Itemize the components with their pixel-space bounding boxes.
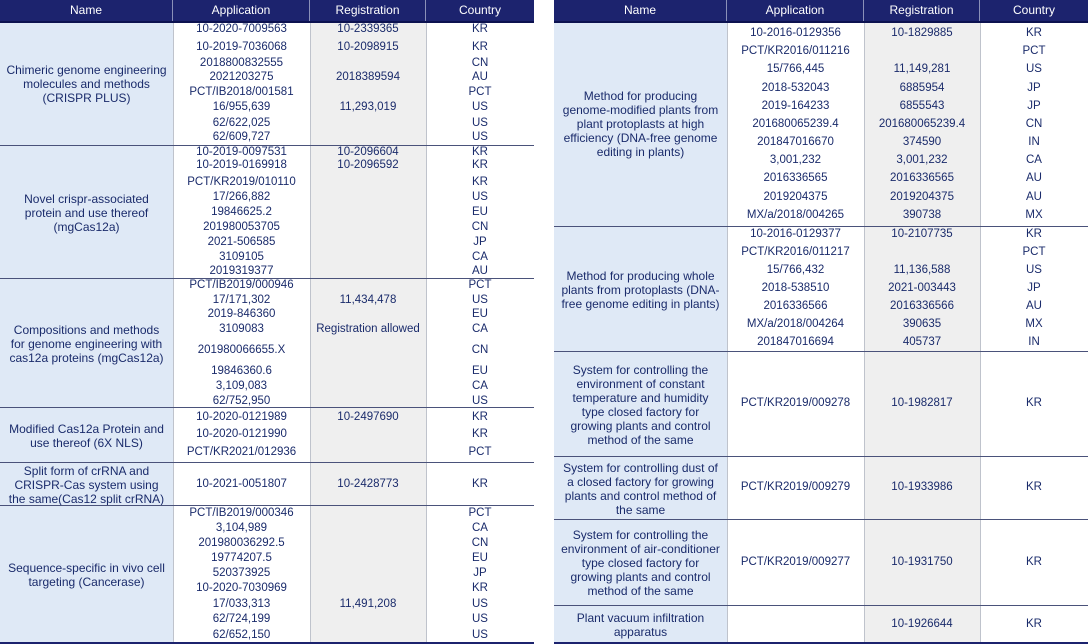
application-number: 201680065239.4 — [752, 117, 839, 130]
country-code: PCT — [468, 445, 492, 458]
country-code: KR — [472, 175, 488, 188]
country-code: JP — [1027, 281, 1041, 294]
right-patent-table — [554, 0, 1088, 644]
application-number: MX/a/2018/004265 — [746, 208, 845, 221]
application-number: 2019-164233 — [761, 99, 830, 112]
country-code: CN — [471, 343, 489, 356]
application-number: 10-2019-0169918 — [196, 158, 287, 171]
country-code: US — [472, 130, 488, 143]
application-number: 62/652,150 — [212, 628, 271, 641]
country-code: AU — [472, 70, 488, 83]
patent-group — [0, 279, 534, 408]
registration-number: 2016336565 — [890, 171, 954, 184]
registration-number: 10-2497690 — [337, 410, 399, 423]
header-application: Application — [727, 0, 864, 21]
registration-number: 11,136,588 — [893, 263, 951, 276]
country-code: PCT — [1022, 44, 1046, 57]
country-code: JP — [1027, 99, 1041, 112]
country-code: AU — [1026, 299, 1042, 312]
country-code: PCT — [468, 278, 492, 291]
application-number: 201847016694 — [757, 335, 834, 348]
patent-title: System for controlling the environment of constant temperature and humidity type closed factory for growing plants and control method of the same — [570, 362, 711, 447]
registration-number: 10-2107735 — [891, 227, 953, 240]
country-code: JP — [1027, 81, 1041, 94]
application-number: 19774207.5 — [211, 551, 272, 564]
application-number: 19846360.6 — [211, 364, 272, 377]
country-code: KR — [1026, 26, 1042, 39]
table-header — [554, 0, 1088, 23]
country-code: PCT — [468, 506, 492, 519]
patent-group — [554, 457, 1088, 520]
application-number: 2021203275 — [209, 70, 274, 83]
application-number: MX/a/2018/004264 — [746, 317, 845, 330]
application-number: 10-2021-0051807 — [196, 477, 287, 490]
application-number: 201847016670 — [757, 135, 834, 148]
country-code: JP — [473, 235, 487, 248]
application-number: 2019204375 — [763, 190, 828, 203]
application-number: 3,109,083 — [215, 379, 268, 392]
country-code: PCT — [1022, 245, 1046, 258]
patent-group — [0, 146, 534, 279]
left-patent-table — [0, 0, 534, 644]
application-number: 3,001,232 — [769, 153, 822, 166]
country-code: KR — [472, 22, 488, 35]
patent-title: Plant vacuum infiltration apparatus — [576, 611, 705, 639]
application-number: PCT/IB2019/000946 — [189, 278, 294, 291]
country-code: EU — [472, 551, 488, 564]
application-number: 2021-506585 — [207, 235, 276, 248]
patent-title: Compositions and methods for genome engineering with cas12a proteins (mgCas12a) — [9, 322, 164, 365]
application-number: 10-2020-0121989 — [196, 410, 287, 423]
patent-title: Method for producing whole plants from protoplasts (DNA-free genome editing in plants) — [561, 268, 720, 311]
header-country: Country — [458, 3, 502, 17]
country-code: IN — [1028, 335, 1040, 348]
application-number: 10-2016-0129356 — [750, 26, 841, 39]
registration-number: 390738 — [902, 208, 942, 221]
application-number: 3,104,989 — [215, 521, 268, 534]
registration-number: 10-2428773 — [337, 477, 399, 490]
patent-group — [0, 506, 534, 644]
application-number: 520373925 — [212, 566, 271, 579]
registration-number: 2021-003443 — [888, 281, 956, 294]
patent-group — [0, 463, 534, 506]
registration-number: 11,491,208 — [339, 597, 397, 610]
patent-title: Chimeric genome engineering molecules and methods (CRISPR PLUS) — [6, 62, 167, 105]
header-name: Name — [554, 0, 727, 21]
patent-title: Novel crispr-associated protein and use thereof (mgCas12a) — [24, 191, 149, 234]
application-number: 15/766,445 — [766, 62, 825, 75]
registration-number: 2016336566 — [890, 299, 954, 312]
registration-number: 11,434,478 — [339, 293, 397, 306]
application-number: 17/033,313 — [212, 597, 271, 610]
country-code: KR — [472, 145, 488, 158]
application-number: 16/955,639 — [212, 100, 271, 113]
application-number: 62/724,199 — [212, 612, 271, 625]
registration-number: 10-1933986 — [891, 480, 953, 493]
country-code: KR — [1026, 227, 1042, 240]
registration-number: 405737 — [902, 335, 942, 348]
country-code: AU — [472, 264, 488, 277]
header-name: Name — [0, 0, 173, 21]
registration-number: 10-1931750 — [891, 555, 953, 568]
country-code: AU — [1026, 190, 1042, 203]
registration-number: 10-1829885 — [891, 26, 953, 39]
patent-group — [554, 606, 1088, 644]
application-number: 62/752,950 — [212, 394, 271, 407]
registration-number: 2019204375 — [890, 190, 954, 203]
header-country: Country — [1012, 3, 1056, 17]
registration-number: 10-2339365 — [337, 22, 399, 35]
registration-number: 10-1926644 — [891, 617, 953, 630]
application-number: 201980053705 — [203, 220, 280, 233]
registration-number: Registration allowed — [316, 323, 420, 335]
application-number: 2019319377 — [209, 264, 274, 277]
country-code: MX — [1025, 208, 1043, 221]
registration-number: 10-2096604 — [337, 145, 399, 158]
header-registration: Registration — [864, 0, 980, 21]
country-code: KR — [1026, 396, 1042, 409]
patent-title: Split form of crRNA and CRISPR-Cas system using the same(Cas12 split crRNA) — [8, 463, 165, 506]
application-number: 2018-532043 — [761, 81, 830, 94]
country-code: PCT — [468, 85, 492, 98]
application-number: 201980036292.5 — [198, 536, 285, 549]
patent-group — [554, 21, 1088, 227]
application-number: 10-2019-7036068 — [196, 40, 287, 53]
country-code: CA — [472, 379, 488, 392]
country-code: KR — [472, 410, 488, 423]
registration-number: 374590 — [902, 135, 942, 148]
patent-title: System for controlling dust of a closed factory for growing plants and control method of the same — [563, 460, 718, 517]
application-number: 15/766,432 — [766, 263, 825, 276]
country-code: US — [472, 394, 488, 407]
country-code: KR — [1026, 617, 1042, 630]
country-code: KR — [472, 477, 488, 490]
application-number: 17/171,302 — [212, 293, 271, 306]
country-code: CA — [472, 322, 488, 335]
registration-number: 10-1982817 — [891, 396, 953, 409]
country-code: US — [472, 293, 488, 306]
application-number: 3109105 — [219, 250, 264, 263]
country-code: US — [1026, 263, 1042, 276]
patent-title: Modified Cas12a Protein and use thereof (6X NLS) — [9, 421, 164, 450]
country-code: CN — [471, 56, 489, 69]
application-number: 2018-538510 — [761, 281, 830, 294]
country-code: US — [472, 116, 488, 129]
country-code: EU — [472, 205, 488, 218]
patent-group — [554, 520, 1088, 606]
country-code: US — [1026, 62, 1042, 75]
application-number: 10-2019-0097531 — [196, 145, 287, 158]
patent-group — [554, 227, 1088, 352]
registration-number: 2018389594 — [336, 70, 400, 83]
country-code: US — [472, 597, 488, 610]
country-code: EU — [472, 307, 488, 320]
registration-number: 6885954 — [899, 81, 945, 94]
registration-number: 11,293,019 — [339, 100, 397, 113]
country-code: CN — [471, 536, 489, 549]
country-code: US — [472, 628, 488, 641]
application-number: PCT/KR2019/010110 — [187, 175, 296, 188]
country-code: IN — [1028, 135, 1040, 148]
country-code: CA — [472, 250, 488, 263]
country-code: MX — [1025, 317, 1043, 330]
application-number: PCT/KR2016/011216 — [741, 44, 850, 57]
patent-group — [554, 352, 1088, 457]
patent-group — [0, 21, 534, 146]
application-number: 10-2020-7009563 — [196, 22, 287, 35]
table-header — [0, 0, 534, 23]
application-number: 2018800832555 — [199, 56, 284, 69]
patent-title: Sequence-specific in vivo cell targeting (Cancerase) — [8, 561, 165, 589]
country-code: CN — [1025, 117, 1043, 130]
application-number: 10-2020-7030969 — [196, 581, 287, 594]
application-number: 2019-846360 — [207, 307, 276, 320]
country-code: KR — [472, 581, 488, 594]
application-number: PCT/KR2016/011217 — [741, 245, 850, 258]
application-number: 19846625.2 — [211, 205, 272, 218]
application-number: 3109083 — [219, 322, 264, 335]
application-number: 62/622,025 — [212, 116, 271, 129]
registration-number: 11,149,281 — [893, 62, 951, 75]
application-number: PCT/KR2021/012936 — [186, 445, 297, 458]
country-code: KR — [472, 427, 488, 440]
registration-number: 201680065239.4 — [878, 117, 966, 130]
application-number: PCT/KR2019/009277 — [740, 555, 851, 568]
country-code: CA — [1026, 153, 1042, 166]
application-number: PCT/IB2019/000346 — [189, 506, 294, 519]
application-number: 62/609,727 — [212, 130, 271, 143]
country-code: CN — [471, 220, 489, 233]
patent-group — [0, 408, 534, 463]
registration-number: 390635 — [902, 317, 942, 330]
patent-title: Method for producing genome-modified plants from plant protoplasts at high efficiency (DNA-free genome editing in plants) — [562, 89, 719, 159]
application-number: 2016336566 — [763, 299, 828, 312]
registration-number: 10-2096592 — [337, 158, 399, 171]
country-code: EU — [472, 364, 488, 377]
country-code: KR — [472, 158, 488, 171]
registration-number: 6855543 — [899, 99, 945, 112]
application-number: 201980066655.X — [197, 343, 286, 356]
country-code: KR — [1026, 555, 1042, 568]
country-code: US — [472, 190, 488, 203]
country-code: JP — [473, 566, 487, 579]
registration-number: 3,001,232 — [896, 153, 948, 166]
country-code: KR — [472, 40, 488, 53]
country-code: KR — [1026, 480, 1042, 493]
application-number: 10-2016-0129377 — [750, 227, 841, 240]
application-number: 17/266,882 — [212, 190, 271, 203]
application-number: PCT/KR2019/009278 — [740, 396, 851, 409]
country-code: US — [472, 612, 488, 625]
header-registration: Registration — [310, 0, 426, 21]
application-number: PCT/KR2019/009279 — [740, 480, 851, 493]
patent-title: System for controlling the environment of air-conditioner type closed factory for growing plants and control method of the same — [561, 528, 720, 598]
registration-number: 10-2098915 — [337, 40, 399, 53]
header-application: Application — [173, 0, 310, 21]
application-number: 2016336565 — [763, 171, 828, 184]
application-number: 10-2020-0121990 — [196, 427, 287, 440]
country-code: US — [472, 100, 488, 113]
application-number: PCT/IB2018/001581 — [189, 85, 294, 98]
country-code: CA — [472, 521, 488, 534]
country-code: AU — [1026, 171, 1042, 184]
